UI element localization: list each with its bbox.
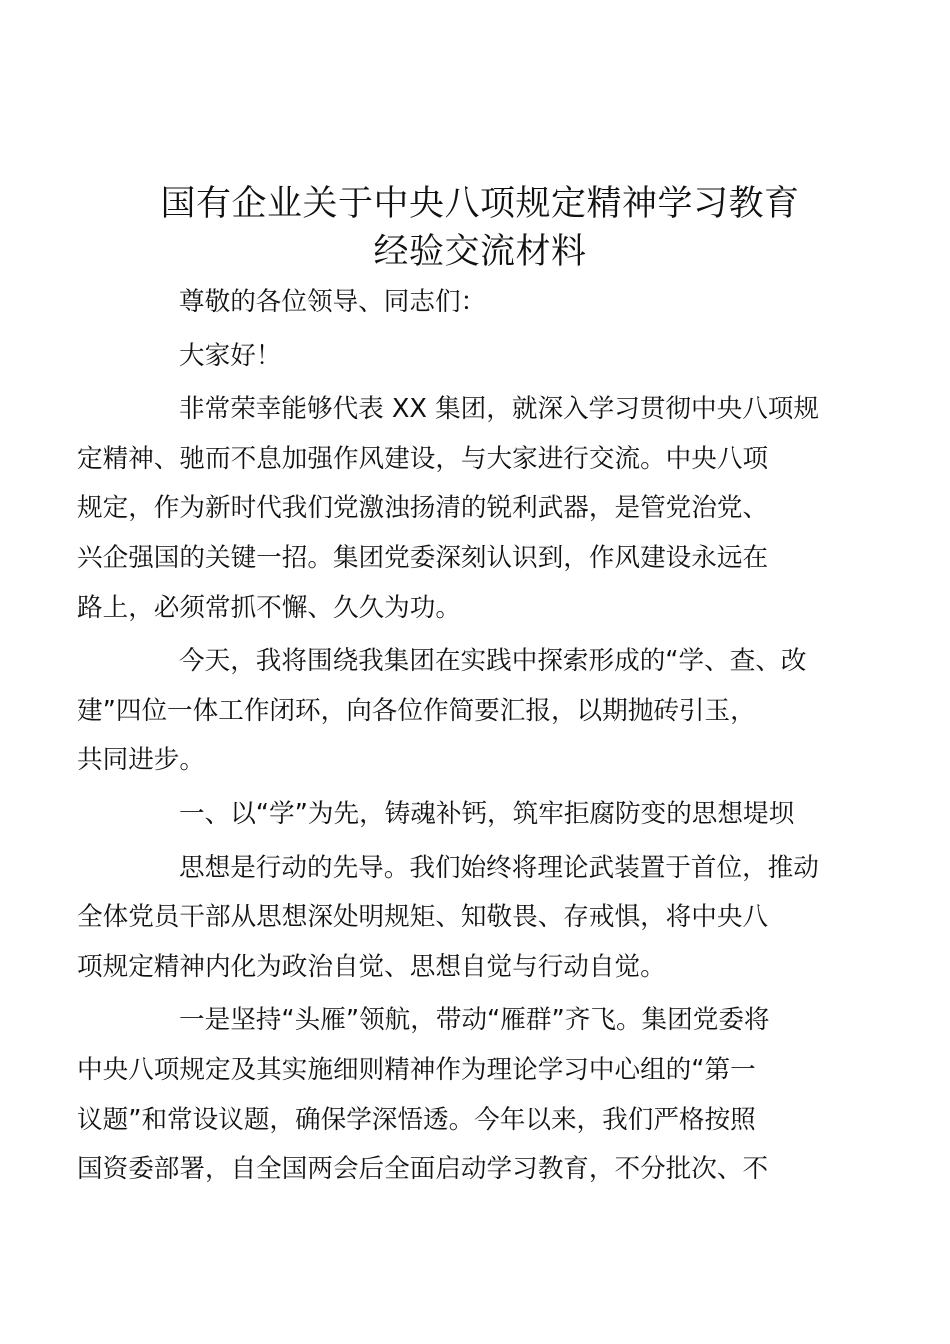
text-line: 今天，我将围绕我集团在实践中探索形成的“学、查、改 xyxy=(179,646,807,677)
text-line: 大家好！ xyxy=(179,340,282,371)
text-line: 中央八项规定及其实施细则精神作为理论学习中心组的“第一 xyxy=(77,1054,756,1085)
overview-paragraph xyxy=(77,637,832,786)
text-line: 定精神、驰而不息加强作风建设，与大家进行交流。中央八项 xyxy=(77,443,769,474)
salutation-paragraph xyxy=(128,278,832,328)
section-intro-paragraph xyxy=(77,844,832,993)
text-line: 全体党员干部从思想深处明规矩、知敬畏、存戒惧，将中央八 xyxy=(77,902,769,933)
text-line: 议题”和常设议题，确保学深悟透。今年以来，我们严格按照 xyxy=(77,1104,756,1135)
document-title xyxy=(128,180,832,276)
text-line: 建”四位一体工作闭环，向各位作简要汇报，以期抛砖引玉， xyxy=(77,695,756,726)
text-line: 规定，作为新时代我们党激浊扬清的锐利武器，是管党治党、 xyxy=(77,493,769,524)
text-line: 非常荣幸能够代表 XX 集团，就深入学习贯彻中央八项规 xyxy=(179,394,819,425)
intro-paragraph xyxy=(77,385,832,633)
text-line: 一、以“学”为先，铸魂补钙，筑牢拒腐防变的思想堤坝 xyxy=(179,798,795,829)
text-line: 尊敬的各位领导、同志们： xyxy=(179,287,487,317)
section-heading xyxy=(128,790,832,840)
text-line: 项规定精神内化为政治自觉、思想自觉与行动自觉。 xyxy=(77,951,666,982)
text-line: 一是坚持“头雁”领航，带动“雁群”齐飞。集团党委将 xyxy=(179,1005,770,1036)
text-line: 国资委部署，自全国两会后全面启动学习教育，不分批次、不 xyxy=(77,1154,769,1185)
greeting-paragraph xyxy=(128,332,832,382)
title-line-1: 国有企业关于中央八项规定精神学习教育 xyxy=(160,184,800,224)
point-paragraph xyxy=(77,996,832,1194)
title-line-2: 经验交流材料 xyxy=(373,232,587,272)
text-line: 兴企强国的关键一招。集团党委深刻认识到，作风建设永远在 xyxy=(77,542,769,573)
document-body xyxy=(77,278,832,1199)
text-line: 路上，必须常抓不懈、久久为功。 xyxy=(77,592,461,623)
text-line: 思想是行动的先导。我们始终将理论武装置于首位，推动 xyxy=(179,852,819,883)
text-line: 共同进步。 xyxy=(77,745,205,776)
